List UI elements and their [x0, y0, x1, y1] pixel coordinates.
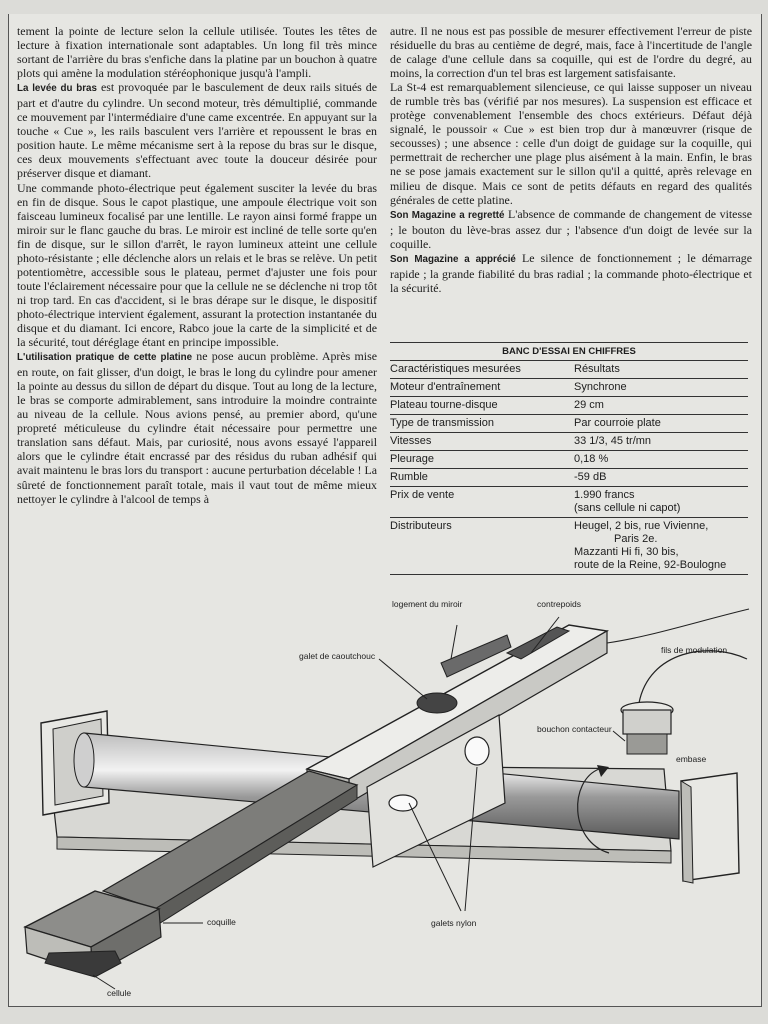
table-cell-key: Type de transmission [390, 415, 571, 433]
paragraph [17, 80, 377, 180]
table-cell-value: 29 cm [571, 397, 748, 415]
table-row [390, 469, 748, 487]
leader-line [379, 659, 427, 699]
leader-line [93, 975, 115, 989]
paragraph [17, 349, 377, 506]
label-nylon-rollers: galets nylon [431, 918, 477, 928]
value-line: Heugel, 2 bis, rue Vivienne, [574, 520, 709, 532]
paragraph-body: ne pose aucun problème. Après mise en route, on fait glisser, d'un doigt, le bras le long du cylindre pour amener la pointe au dessus du sillon de départ du disque. Tout au long de la lecture, le bras se comporte admirablement, sans introduire la moindre contrainte au niveau de la cellule. Nous avions pensé, au premier abord, qu'une propreté méticuleuse du cylindre était nécessaire pour permettre une translation sans défaut. Mais, par curiosité, nous avons essayé l'appareil alors que le cylindre était encrassé par des résidus du ruban adhésif qui avait maintenu le bras lors du transport : aucune perturbation décelable ! La sûreté de fonctionnement paraît totale, mais il vaut tout de même mieux nettoyer le cylindre à l'alcool de temps à [17, 349, 377, 506]
spec-table [390, 342, 748, 575]
paragraph: Une commande photo-électrique peut également susciter la levée du bras en fin de disque. Sous le capot plastique, une ampoule électrique voit son faisceau lumineux focalisé par une lentille. Le rayon ainsi formé frappe un miroir sur le flanc gauche du bras. Le miroir est incliné de telle sorte qu'en fin de disque, sur le sillon d'arrêt, le rayon lumineux atteint une cellule photo-résistante ; elle déclenche alors un relais et le bras se relève. Un petit potentiomètre, accessible sous le plateau, permet d'ajuster une fois pour toute l'éclairement nécessaire pour que la cellule ne se déclenche ni trop tôt ni trop tard. En cas d'accident, si le bras dérape sur le disque, le dispositif photo-électrique intervient également, assurant la protection instantanée du disque et du diamant. Ici encore, Rabco joue la carte de la simplicité et de la sécurité, tout déréglage étant en principe impossible. [17, 180, 377, 350]
label-rubber-roller: galet de caoutchouc [299, 651, 376, 661]
paragraph [390, 207, 752, 251]
label-base: embase [676, 754, 707, 764]
paragraph: La St-4 est remarquablement silencieuse, ce qui laisse supposer un niveau de rumble très bas (vérifié par nos mesures). La suspension est efficace et protège convenablement l'ensemble des chocs extérieurs. Défaut déjà signalé, le poussoir « Cue » est bien trop dur à manœuvrer (risque de secousses) ; une absence : celle d'un doigt de guidage sur la coquille, qui permettrait de rechercher une plage plus aisément à la main. Enfin, le bras ne se pose jamais exactement sur le sillon qu'il a quitté, après relevage en milieu de disque. Mais ce sont de petits défauts en regard des qualités générales de cette platine. [390, 80, 752, 207]
label-plug: bouchon contacteur [537, 724, 612, 734]
table-cell-key: Moteur d'entraînement [390, 379, 571, 397]
table-cell-key: Plateau tourne-disque [390, 397, 571, 415]
table-cell-value: Synchrone [571, 379, 748, 397]
label-mirror-housing: logement du miroir [392, 599, 463, 609]
table-row [390, 518, 748, 575]
paragraph-lead: La levée du bras [17, 83, 97, 95]
label-headshell: coquille [207, 917, 236, 927]
label-cartridge: cellule [107, 988, 132, 998]
table-cell-value: 0,18 % [571, 451, 748, 469]
table-cell-key: Pleurage [390, 451, 571, 469]
paragraph: autre. Il ne nous est pas possible de mesurer effectivement l'erreur de piste résiduelle du bras au centième de degré, mais, face à l'incertitude de l'angle de calage d'une cellule dans sa coquille, qui est de l'ordre du degré, au moins, la correction d'un tel bras est largement satisfaisante. [390, 24, 752, 81]
leader-line [451, 625, 457, 659]
table-cell-value [571, 487, 748, 518]
table-cell-key: Vitesses [390, 433, 571, 451]
table-cell-value: Par courroie plate [571, 415, 748, 433]
right-end-face [681, 781, 693, 883]
tonearm-illustration [9, 591, 761, 1006]
value-line: (sans cellule ni capot) [574, 502, 681, 514]
table-cell-value: 33 1/3, 45 tr/mn [571, 433, 748, 451]
label-modulation-wires: fils de modulation [661, 645, 728, 655]
table-row [390, 433, 748, 451]
table-row [390, 415, 748, 433]
cylinder-end [74, 733, 94, 787]
plug-pins [627, 734, 667, 754]
modulation-wire [639, 651, 747, 703]
table-cell-key: Caractéristiques mesurées [390, 361, 571, 379]
long-wire [607, 609, 749, 643]
paragraph-body: est provoquée par le basculement de deux rails situés de part et d'autre du cylindre. Un second moteur, très démultiplié, commande ce mouvement par l'intermédiaire d'une came excentrée. En appuyant sur la touche « Cue », les rails basculent vers l'arrière et repoussent le bras en position haute. Le même mécanisme sert à la repose du bras sur le disque, ces deux mouvements s'effectuant avec toute la douceur désirée pour préserver disque et diamant. [17, 80, 378, 181]
value-line: Paris 2e. [614, 533, 658, 545]
table-cell-value: Résultats [571, 361, 748, 379]
nylon-roller-upper [465, 737, 489, 765]
paragraph-lead: Son Magazine a regretté [390, 209, 505, 221]
table-row [390, 397, 748, 415]
value-line: 1.990 francs [574, 489, 635, 501]
cartridge [45, 951, 121, 977]
tonearm-diagram [9, 591, 761, 1006]
spec-table-title: BANC D'ESSAI EN CHIFFRES [390, 342, 748, 361]
table-row [390, 379, 748, 397]
value-line: route de la Reine, 92-Boulogne [574, 559, 727, 571]
paragraph: tement la pointe de lecture selon la cellule utilisée. Toutes les têtes de lecture à fixation internationale sont adaptables. Un long fil très mince sortant de l'arrière du bras s'enfiche dans la platine par un bouchon à quatre plots qui amène la modulation stéréophonique jusqu'à l'ampli. [17, 24, 377, 81]
left-text-column [17, 24, 377, 506]
table-cell-value [571, 518, 748, 575]
table-row [390, 361, 748, 379]
spec-table-grid [390, 361, 748, 575]
paragraph-lead: L'utilisation pratique de cette platine [17, 352, 193, 364]
paragraph-lead: Son Magazine a apprécié [390, 253, 516, 265]
table-row [390, 487, 748, 518]
value-line: Mazzanti Hi fi, 30 bis, [574, 546, 679, 558]
plug-body [623, 710, 671, 734]
table-cell-key: Rumble [390, 469, 571, 487]
magazine-page [8, 14, 762, 1007]
paragraph [390, 251, 752, 295]
table-cell-value: -59 dB [571, 469, 748, 487]
label-counterweight: contrepoids [537, 599, 581, 609]
paragraph-body: Le silence de fonctionnement ; le démarrage rapide ; la grande fiabilité du bras radial ; la commande photo-électrique et la sécurité. [390, 250, 753, 295]
table-cell-key: Distributeurs [390, 518, 571, 575]
paragraph-body: L'absence de commande de changement de vitesse ; le bouton du lève-bras assez dur ; l'absence d'un doigt de levée sur la coquille. [390, 206, 752, 251]
table-row [390, 451, 748, 469]
nylon-roller-lower [389, 795, 417, 811]
right-text-column [390, 24, 752, 295]
table-cell-key: Prix de vente [390, 487, 571, 518]
